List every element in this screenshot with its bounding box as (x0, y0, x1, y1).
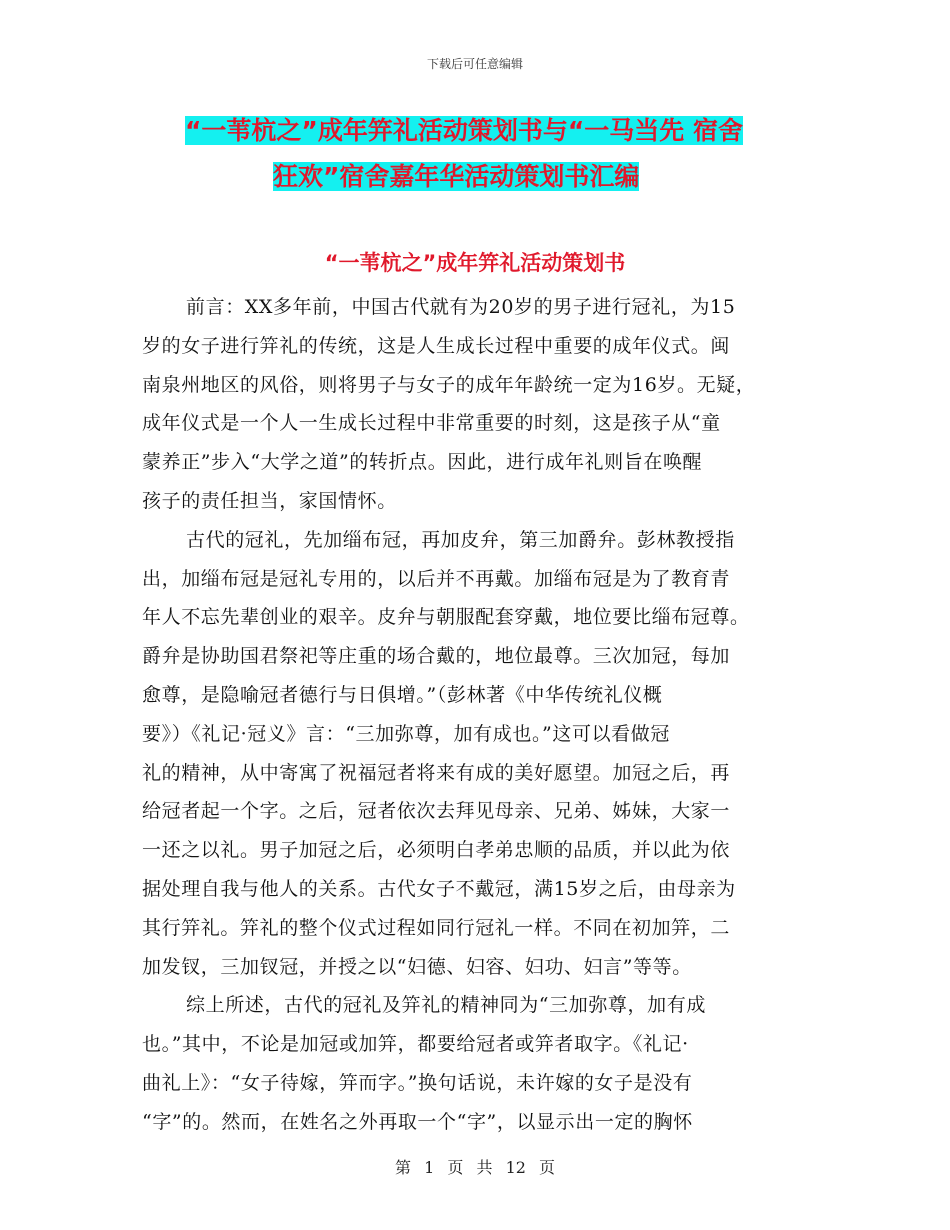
body-line: 据处理自我与他人的关系。古代女子不戴冠，满15岁之后，由母亲为 (142, 877, 736, 900)
body-line: 年人不忘先辈创业的艰辛。皮弁与朝服配套穿戴，地位要比缁布冠尊。 (142, 606, 750, 629)
body-line: 岁的女子进行笄礼的传统，这是人生成长过程中重要的成年仪式。闽 (142, 334, 731, 357)
main-title-line-2-text: 狂欢”宿舍嘉年华活动策划书汇编 (273, 162, 640, 191)
main-title-line-1 (185, 108, 825, 154)
body-line: 要》）《礼记·冠义》言：“三加弥尊，加有成也。”这可以看做冠 (142, 722, 670, 745)
body-line: “字”的。然而，在姓名之外再取一个“字”，以显示出一定的胸怀 (142, 1110, 693, 1133)
body-line: 曲礼上》：“女子待嫁，笄而字。”换句话说，未许嫁的女子是没有 (142, 1071, 693, 1094)
body-line: 一还之以礼。男子加冠之后，必须明白孝弟忠顺的品质，并以此为依 (142, 839, 731, 862)
page-footer (0, 1155, 950, 1178)
body-line: 综上所述，古代的冠礼及笄礼的精神同为“三加弥尊，加有成 (186, 994, 706, 1017)
footer-mid-1: 页 (447, 1158, 464, 1177)
body-line: 给冠者起一个字。之后，冠者依次去拜见母亲、兄弟、姊妹，大家一 (142, 800, 731, 823)
footer-page-number: 1 (424, 1158, 435, 1177)
footer-suffix: 页 (539, 1158, 556, 1177)
footer-prefix: 第 (394, 1158, 411, 1177)
main-title (185, 108, 825, 200)
body-line: 成年仪式是一个人一生成长过程中非常重要的时刻，这是孩子从“童 (142, 412, 721, 435)
body-line: 礼的精神，从中寄寓了祝福冠者将来有成的美好愿望。加冠之后，再 (142, 761, 731, 784)
body-line: 愈尊，是隐喻冠者德行与日俱增。”（彭林著《中华传统礼仪概 (142, 683, 663, 706)
header-note: 下载后可任意编辑 (426, 57, 523, 71)
body-line: 其行笄礼。笄礼的整个仪式过程如同行冠礼一样。不同在初加笄，二 (142, 916, 731, 939)
body-line: 前言：XX多年前，中国古代就有为20岁的男子进行冠礼，为15 (186, 296, 736, 318)
body-line: 南泉州地区的风俗，则将男子与女子的成年年龄统一定为16岁。无疑， (142, 373, 756, 396)
main-title-line-2 (185, 154, 825, 200)
body-line: 古代的冠礼，先加缁布冠，再加皮弁，第三加爵弁。彭林教授指 (186, 528, 735, 551)
body-line: 蒙养正”步入“大学之道”的转折点。因此，进行成年礼则旨在唤醒 (142, 451, 703, 474)
body-line: 出，加缁布冠是冠礼专用的，以后并不再戴。加缁布冠是为了教育青 (142, 567, 731, 590)
body-line: 也。”其中，不论是加冠或加笄，都要给冠者或笄者取字。《礼记· (142, 1033, 689, 1056)
body-line: 孩子的责任担当，家国情怀。 (142, 489, 397, 512)
footer-mid-2: 共 (476, 1158, 493, 1177)
main-title-line-1-text: “一苇杭之”成年笄礼活动策划书与“一马当先 宿舍 (185, 116, 743, 145)
footer-total-pages: 12 (505, 1158, 526, 1177)
body-text (142, 288, 822, 1142)
body-line: 爵弁是协助国君祭祀等庄重的场合戴的，地位最尊。三次加冠，每加 (142, 645, 731, 668)
body-line: 加发钗，三加钗冠，并授之以“妇德、妇容、妇功、妇言”等等。 (142, 955, 692, 978)
section-title: “一苇杭之”成年笄礼活动策划书 (324, 251, 626, 275)
